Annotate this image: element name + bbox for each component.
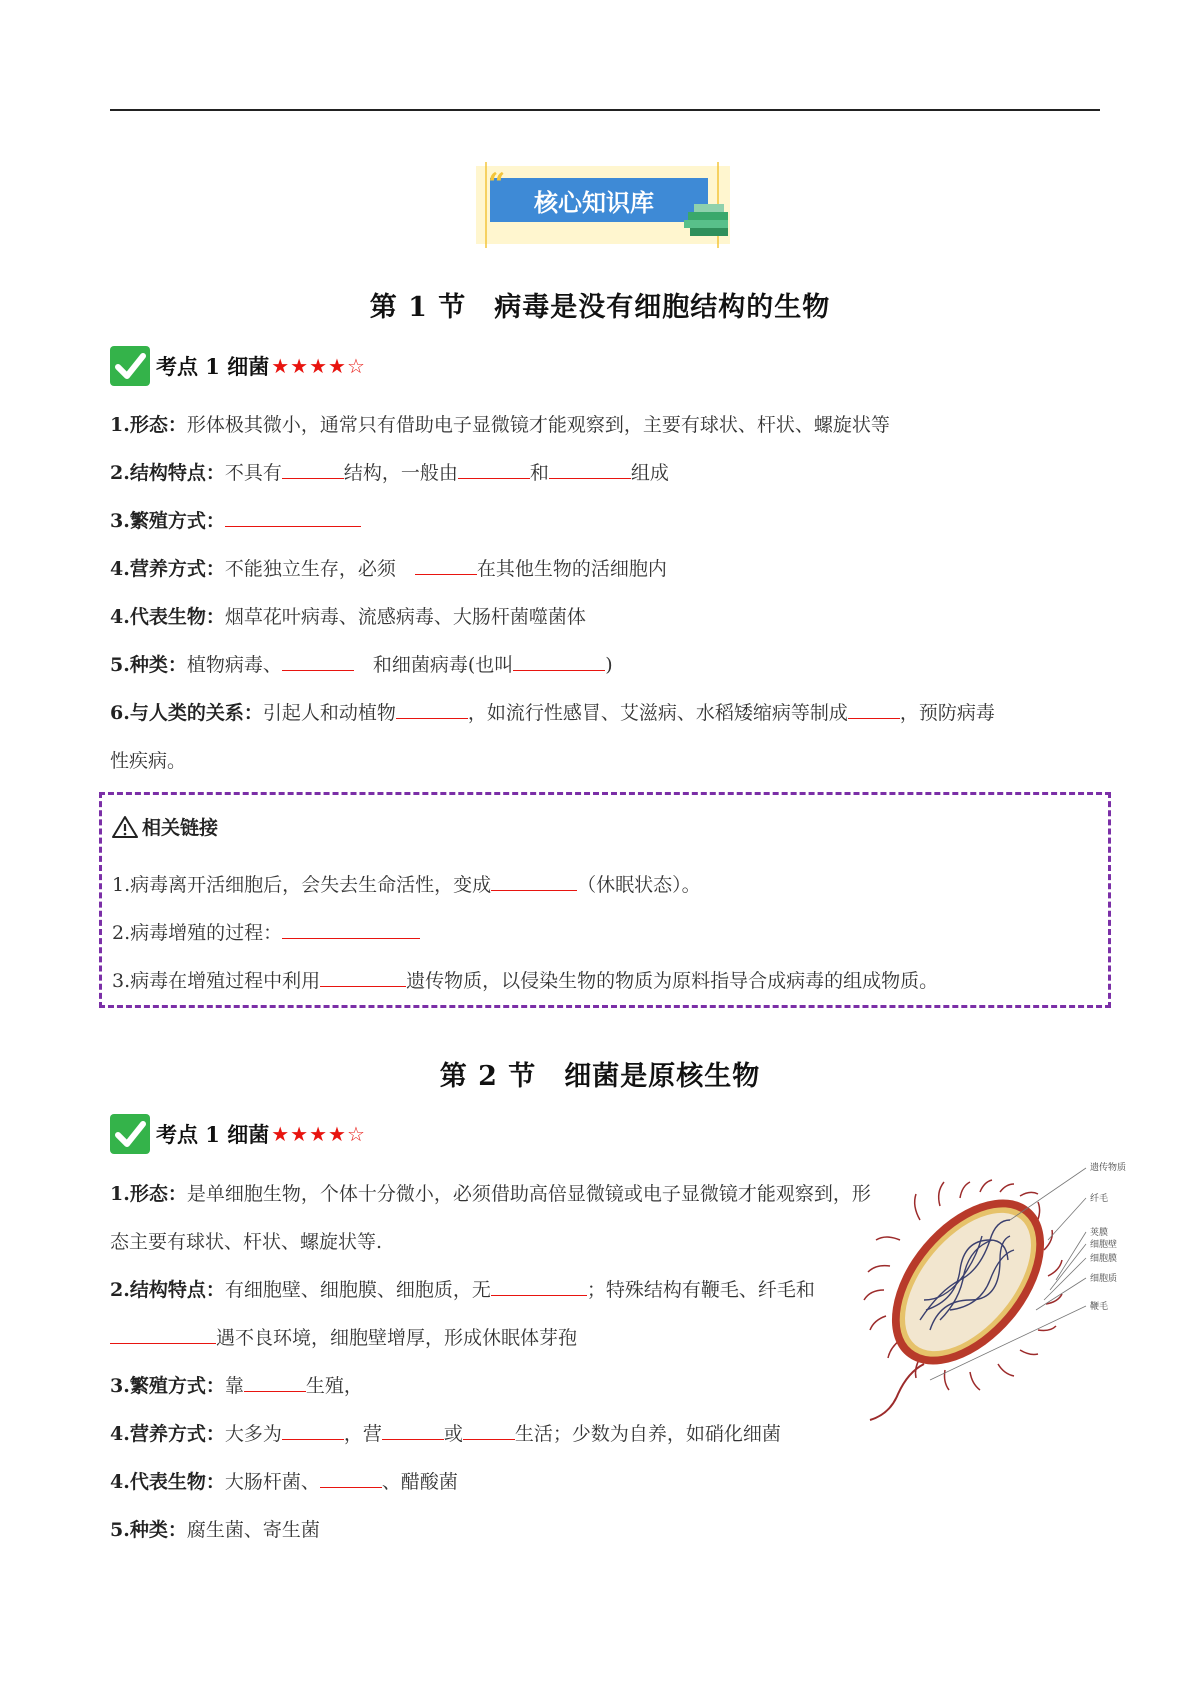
blank[interactable] bbox=[491, 1277, 587, 1296]
s1-item-relation-cont: 性疾病。 bbox=[110, 750, 187, 772]
s2-item-types: 5.种类：腐生菌、寄生菌 bbox=[110, 1519, 320, 1541]
label-genetic-material: 遗传物质 bbox=[1090, 1163, 1127, 1173]
section1-title: 第 1 节 病毒是没有细胞结构的生物 bbox=[369, 292, 831, 323]
banner-label: 核心知识库 bbox=[534, 189, 654, 217]
blank[interactable] bbox=[382, 1421, 444, 1440]
s2-item-form: 1.形态：是单细胞生物，个体十分微小，必须借助高倍显微镜或电子显微镜才能观察到，形 bbox=[110, 1183, 871, 1205]
blank[interactable] bbox=[244, 1373, 306, 1392]
blank[interactable] bbox=[282, 652, 354, 671]
kaodian-label: 考点 1 细菌 bbox=[156, 1122, 270, 1147]
rating-stars: ★★★★☆ bbox=[271, 354, 366, 378]
kaodian-label: 考点 1 细菌 bbox=[156, 354, 270, 379]
s1-item-reproduction: 3.繁殖方式： bbox=[110, 507, 361, 535]
s2-item-nutrition: 4.营养方式：大多为 ，营 或 生活；少数为自养，如硝化细菌 bbox=[110, 1423, 781, 1445]
s1-item-relation: 6.与人类的关系：引起人和动植物 ，如流行性感冒、艾滋病、水稻矮缩病等制成 ，预防病毒 bbox=[110, 702, 995, 724]
label-pili: 纤毛 bbox=[1090, 1194, 1109, 1204]
s1-item-structure: 2.结构特点：不具有 结构，一般由 和 组成 bbox=[110, 462, 669, 484]
link-2: 2.病毒增殖的过程： bbox=[112, 918, 420, 945]
rating-stars: ★★★★☆ bbox=[271, 1122, 366, 1146]
blank[interactable] bbox=[320, 968, 406, 987]
banner-core-knowledge bbox=[468, 160, 738, 250]
blank[interactable] bbox=[282, 460, 344, 479]
s2-item-structure: 2.结构特点：有细胞壁、细胞膜、细胞质，无 ；特殊结构有鞭毛、纤毛和 bbox=[110, 1279, 815, 1301]
s2-item-representative: 4.代表生物：大肠杆菌、 、醋酸菌 bbox=[110, 1471, 458, 1493]
kaodian-section2 bbox=[110, 1112, 366, 1156]
blank[interactable] bbox=[110, 1325, 216, 1344]
checkmark-icon bbox=[110, 346, 150, 386]
related-links-title: 相关链接 bbox=[112, 813, 218, 840]
blank[interactable] bbox=[549, 460, 631, 479]
bacterium-diagram bbox=[860, 1163, 1150, 1435]
s1-item-representative: 4.代表生物：烟草花叶病毒、流感病毒、大肠杆菌噬菌体 bbox=[110, 606, 586, 628]
svg-text:“: “ bbox=[488, 167, 506, 202]
s2-item-reproduction: 3.繁殖方式：靠 生殖， bbox=[110, 1375, 363, 1397]
s1-item-form: 1.形态：形体极其微小，通常只有借助电子显微镜才能观察到，主要有球状、杆状、螺旋状等 bbox=[110, 414, 890, 436]
label-capsule: 荚膜 bbox=[1090, 1228, 1109, 1238]
link-3: 3.病毒在增殖过程中利用 遗传物质，以侵染生物的物质为原料指导合成病毒的组成物质。 bbox=[112, 970, 939, 992]
blank[interactable] bbox=[282, 920, 420, 939]
blank[interactable] bbox=[513, 652, 605, 671]
label-cell-wall: 细胞壁 bbox=[1090, 1240, 1118, 1250]
s2-item-form-cont: 态主要有球状、杆状、螺旋状等. bbox=[110, 1231, 383, 1253]
header-rule bbox=[110, 109, 1100, 111]
blank[interactable] bbox=[320, 1469, 382, 1488]
section2-title: 第 2 节 细菌是原核生物 bbox=[439, 1061, 761, 1092]
blank[interactable] bbox=[225, 508, 361, 527]
s2-item-structure-cont: 遇不良环境，细胞壁增厚，形成休眠体芽孢 bbox=[110, 1324, 577, 1352]
related-links-box bbox=[99, 792, 1111, 1008]
s1-item-nutrition: 4.营养方式：不能独立生存，必须 在其他生物的活细胞内 bbox=[110, 558, 667, 580]
blank[interactable] bbox=[491, 872, 577, 891]
blank[interactable] bbox=[282, 1421, 344, 1440]
label-cell-membrane: 细胞膜 bbox=[1090, 1254, 1118, 1264]
blank[interactable] bbox=[396, 700, 468, 719]
diagram-labels bbox=[1090, 1161, 1126, 1312]
label-flagellum: 鞭毛 bbox=[1090, 1302, 1109, 1312]
link-1: 1.病毒离开活细胞后，会失去生命活性，变成 （休眠状态）。 bbox=[112, 874, 701, 896]
label-cytoplasm: 细胞质 bbox=[1090, 1274, 1118, 1284]
kaodian-section1 bbox=[110, 344, 366, 388]
blank[interactable] bbox=[415, 556, 477, 575]
blank[interactable] bbox=[463, 1421, 515, 1440]
blank[interactable] bbox=[458, 460, 530, 479]
warning-icon bbox=[112, 815, 138, 839]
blank[interactable] bbox=[848, 700, 900, 719]
s1-item-types: 5.种类：植物病毒、 和细菌病毒(也叫 ) bbox=[110, 654, 613, 676]
checkmark-icon bbox=[110, 1114, 150, 1154]
